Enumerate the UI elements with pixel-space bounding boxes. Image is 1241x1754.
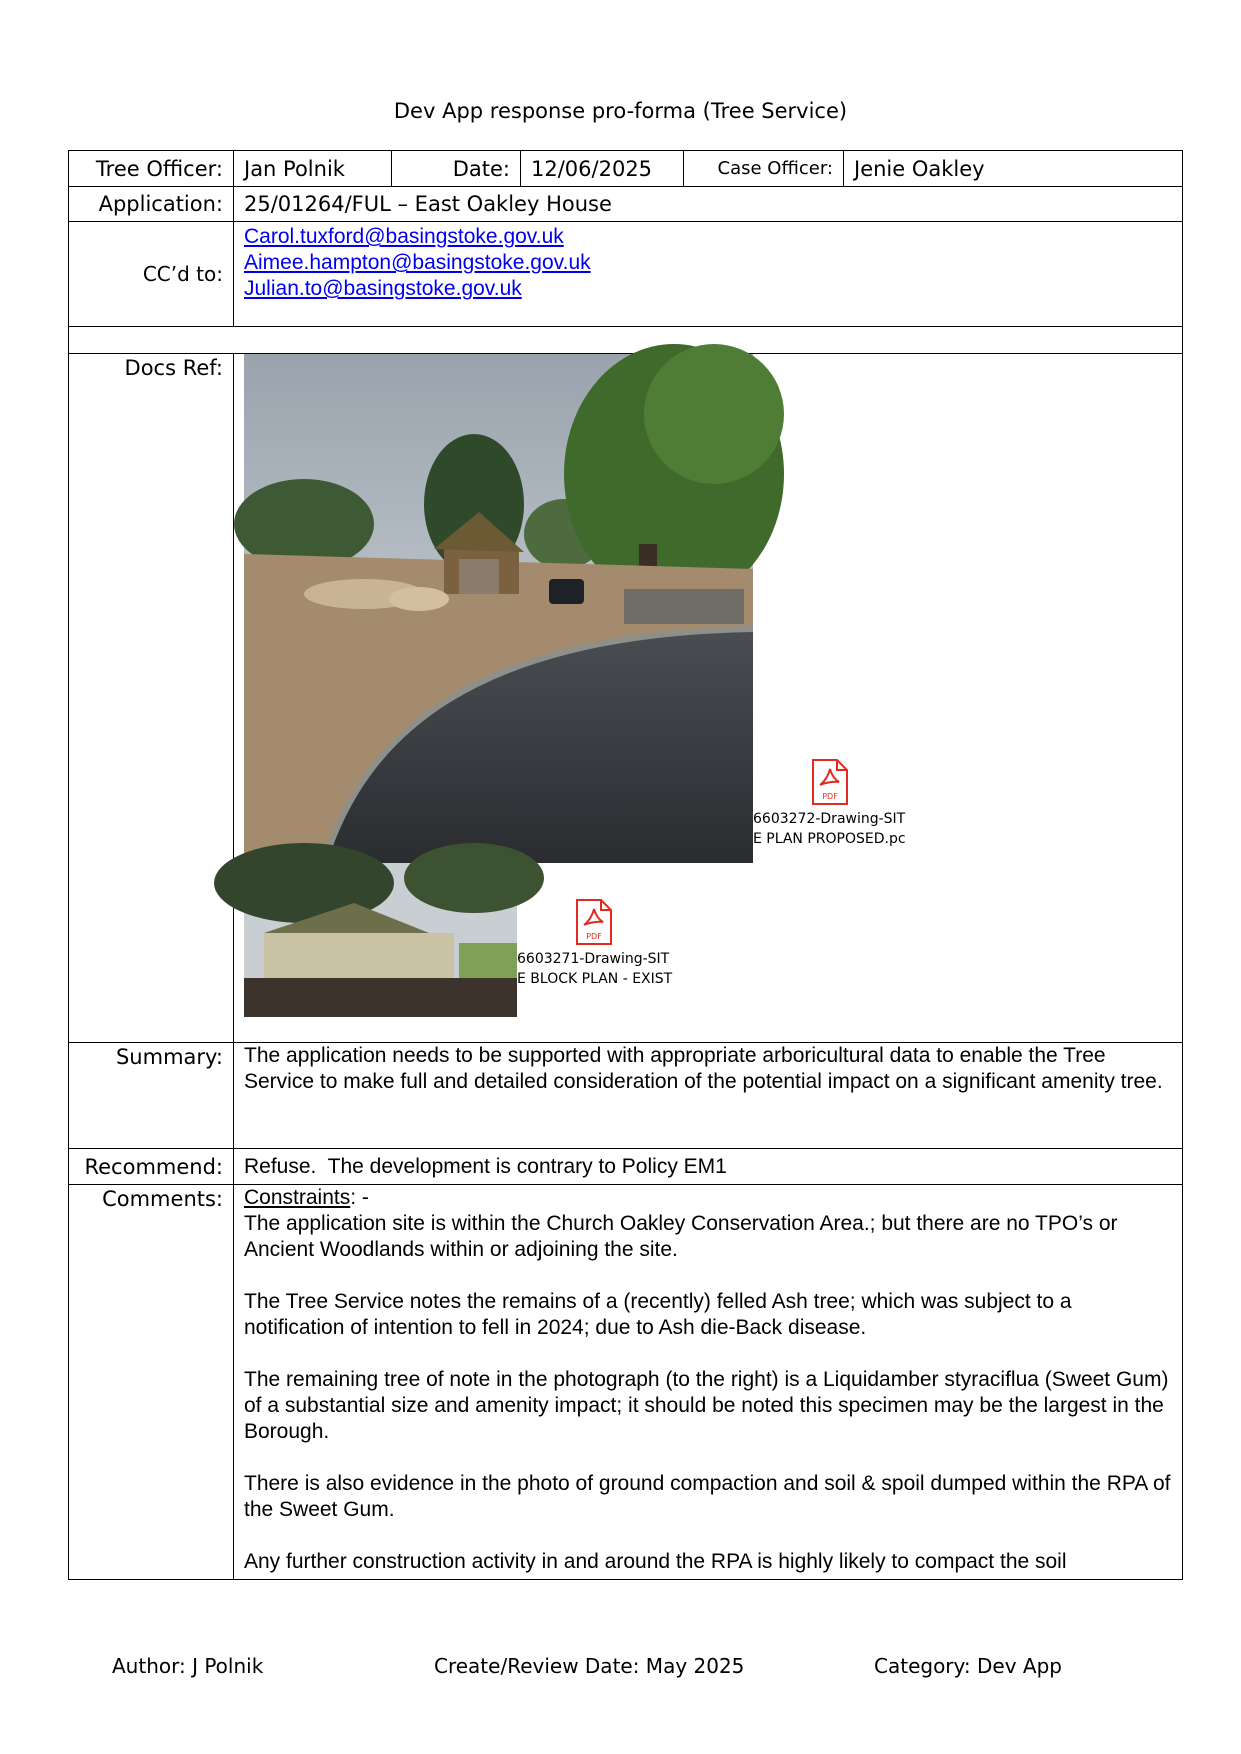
spacer-row bbox=[69, 327, 1183, 354]
pdf-icon bbox=[573, 899, 613, 945]
docs-row bbox=[69, 354, 1183, 1043]
attachment-name-line2: E PLAN PROPOSED.pc bbox=[753, 831, 906, 847]
comment-paragraph-1: The application site is within the Church Oakley Conservation Area.; but there are no TPO’s or Ancient Woodlands within or adjoining the site. bbox=[244, 1212, 1118, 1261]
site-photo-driveway-image bbox=[244, 354, 753, 863]
constraints-line bbox=[244, 1185, 1172, 1211]
ccd-label: CC’d to: bbox=[69, 222, 234, 327]
summary-text: The application needs to be supported with appropriate arboricultural data to enable the Tree Service to make full and detailed consideration of the potential impact on a significant amenity tree. bbox=[234, 1043, 1183, 1149]
application-label: Application: bbox=[69, 187, 234, 222]
tree-officer-value: Jan Polnik bbox=[234, 151, 392, 187]
attachment-name-line1: 6603272-Drawing-SIT bbox=[753, 811, 906, 827]
pdf-icon bbox=[809, 759, 849, 805]
pro-forma-table bbox=[68, 150, 1183, 1580]
ccd-row bbox=[69, 222, 1183, 327]
docs-label: Docs Ref: bbox=[69, 354, 234, 1043]
comment-paragraph-3: The remaining tree of note in the photograph (to the right) is a Liquidamber styraciflua (Sweet Gum) of a substantial size and amenity impact; it should be noted this specimen may be the largest in the Borough. bbox=[244, 1368, 1169, 1443]
pdf-icon-label: PDF bbox=[586, 932, 602, 941]
attachment-site-plan-proposed[interactable] bbox=[753, 759, 913, 847]
attachment-name-line2: E BLOCK PLAN - EXIST bbox=[517, 971, 673, 987]
case-officer-label: Case Officer: bbox=[684, 151, 844, 187]
tree-officer-label: Tree Officer: bbox=[69, 151, 234, 187]
comments-label: Comments: bbox=[69, 1185, 234, 1580]
attachment-block-plan-existing[interactable] bbox=[517, 899, 677, 994]
recommend-text: Refuse. The development is contrary to Policy EM1 bbox=[234, 1149, 1183, 1185]
spacer-cell bbox=[69, 327, 1183, 354]
pdf-icon-label: PDF bbox=[822, 792, 838, 801]
date-value: 12/06/2025 bbox=[521, 151, 684, 187]
footer-author: Author: J Polnik bbox=[112, 1654, 264, 1678]
case-officer-value: Jenie Oakley bbox=[844, 151, 1183, 187]
email-link-julian[interactable]: Julian.to@basingstoke.gov.uk bbox=[244, 277, 522, 300]
document-title: Dev App response pro-forma (Tree Service) bbox=[393, 99, 848, 123]
date-label: Date: bbox=[392, 151, 521, 187]
docs-area bbox=[244, 354, 1182, 1042]
recommend-row bbox=[69, 1149, 1183, 1185]
comment-paragraph-2: The Tree Service notes the remains of a (recently) felled Ash tree; which was subject to a notification of intention to fell in 2024; due to Ash die-Back disease. bbox=[244, 1290, 1072, 1339]
summary-label: Summary: bbox=[69, 1043, 234, 1149]
recommend-label: Recommend: bbox=[69, 1149, 234, 1185]
constraints-heading: Constraints bbox=[244, 1186, 351, 1209]
comment-paragraph-4: There is also evidence in the photo of ground compaction and soil & spoil dumped within the RPA of the Sweet Gum. bbox=[244, 1472, 1171, 1521]
application-row bbox=[69, 187, 1183, 222]
docs-cell bbox=[234, 354, 1183, 1043]
footer-category: Category: Dev App bbox=[874, 1654, 1062, 1678]
header-row bbox=[69, 151, 1183, 187]
ccd-emails bbox=[234, 222, 1183, 327]
site-photo-barn[interactable] bbox=[244, 863, 517, 1017]
comment-paragraph-5: Any further construction activity in and around the RPA is highly likely to compact the soil bbox=[244, 1550, 1067, 1573]
email-link-carol[interactable]: Carol.tuxford@basingstoke.gov.uk bbox=[244, 225, 564, 248]
site-photo-driveway[interactable] bbox=[244, 354, 753, 863]
summary-row bbox=[69, 1043, 1183, 1149]
comments-cell bbox=[234, 1185, 1183, 1580]
attachment-name-line1: 6603271-Drawing-SIT bbox=[517, 951, 670, 967]
email-link-aimee[interactable]: Aimee.hampton@basingstoke.gov.uk bbox=[244, 251, 591, 274]
application-value: 25/01264/FUL – East Oakley House bbox=[234, 187, 1183, 222]
comments-row bbox=[69, 1185, 1183, 1580]
constraints-suffix: : - bbox=[350, 1186, 369, 1209]
site-photo-barn-image bbox=[244, 863, 517, 1017]
footer-review-date: Create/Review Date: May 2025 bbox=[434, 1654, 745, 1678]
